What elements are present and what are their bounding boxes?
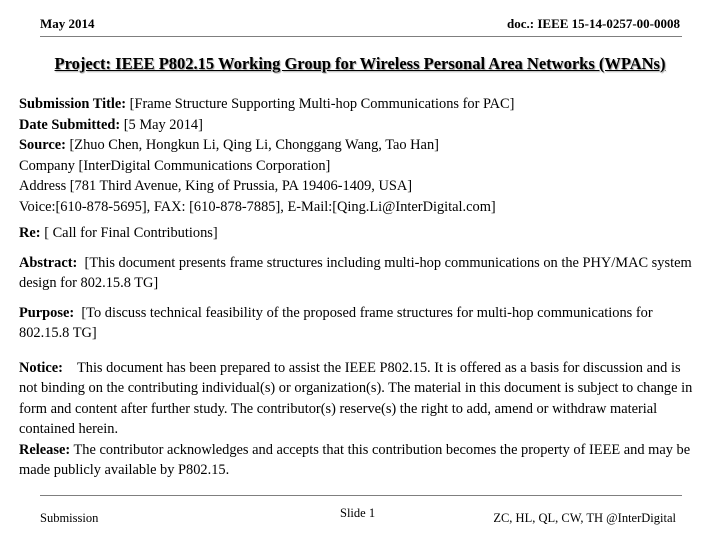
source-value: [Zhuo Chen, Hongkun Li, Qing Li, Chonggang Wang, Tao Han] [69,137,439,153]
notice-value: This document has been prepared to assist the IEEE P802.15. It is offered as a basis for discussion and is not binding on the contributing individual(s) or organization(s). The material in this document is subject to change in form and content after further study. The contributor(s) reserve(s) the right to add, amend or withdraw material contained herein. [19,359,693,437]
notice-paragraph [19,358,699,440]
contact-line: Voice:[610-878-5695], FAX: [610-878-7885], E-Mail:[Qing.Li@InterDigital.com] [19,198,496,215]
release-paragraph [19,440,699,481]
footer-divider [40,495,682,496]
re-line [19,223,699,244]
header-divider [40,36,682,37]
footer-authors: ZC, HL, QL, CW, TH @InterDigital [493,511,676,525]
submission-title-line [19,94,699,115]
abstract-paragraph [19,253,699,294]
header-date: May 2014 [40,16,95,31]
date-submitted-value: [5 May 2014] [123,116,203,133]
slide-number: Slide 1 [340,506,376,520]
release-value: The contributor acknowledges and accepts that this contribution becomes the property of IEEE and may be made publicly available by P802.15. [19,441,691,478]
purpose-label: Purpose: [19,304,75,321]
purpose-paragraph [19,303,699,344]
notice-label: Notice: [19,359,63,376]
page-title: Project: IEEE P802.15 Working Group for Wireless Personal Area Networks (WPANs) [54,54,666,73]
release-label: Release: [19,441,71,458]
purpose-value: [To discuss technical feasibility of the proposed frame structures for multi-hop communications for 802.15.8 TG] [19,304,653,341]
submission-title-value: [Frame Structure Supporting Multi-hop Communications for PAC] [129,96,515,112]
abstract-label: Abstract: [19,254,78,271]
submission-title-label: Submission Title: [19,96,127,112]
date-submitted-line [19,115,699,136]
footer-submission: Submission [40,511,99,525]
source-line [19,135,699,156]
header-doc-id: doc.: IEEE 15-14-0257-00-0008 [507,16,680,31]
re-value: [ Call for Final Contributions] [44,225,218,241]
abstract-value: [This document presents frame structures including multi-hop communications on the PHY/MAC system design for 802.15.8 TG] [19,254,692,291]
date-submitted-label: Date Submitted: [19,116,121,133]
address-line: Address [781 Third Avenue, King of Prussia, PA 19406-1409, USA] [19,178,413,194]
company-line: Company [InterDigital Communications Corporation] [19,157,331,174]
source-label: Source: [19,137,66,153]
document-body [19,94,699,481]
re-label: Re: [19,225,41,241]
